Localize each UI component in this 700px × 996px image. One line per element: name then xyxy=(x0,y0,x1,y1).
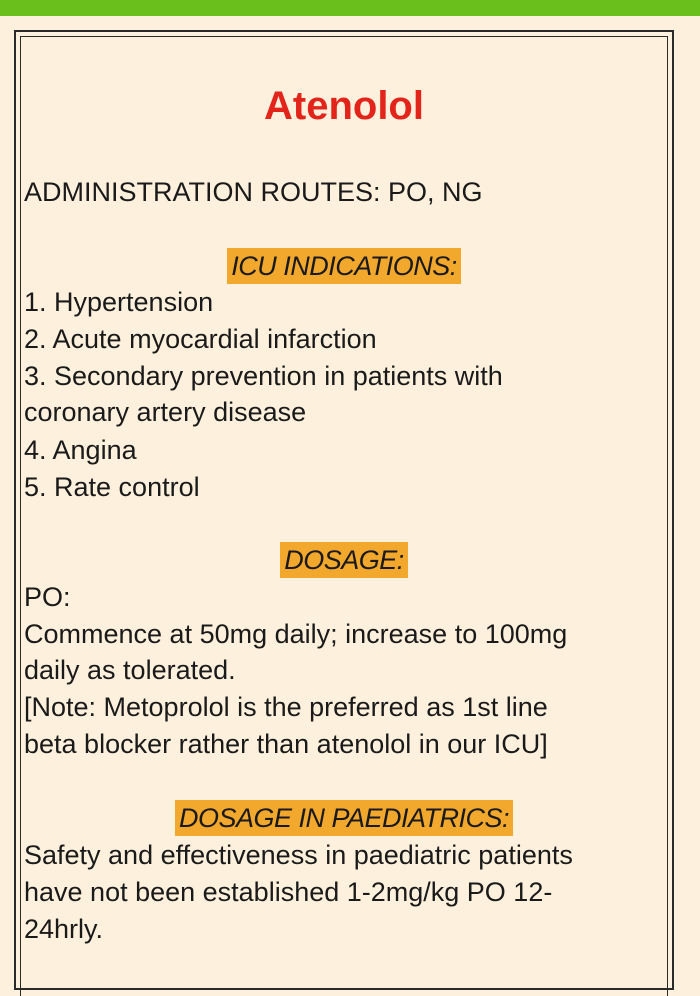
paediatrics-highlight: DOSAGE IN PAEDIATRICS: xyxy=(175,800,513,836)
dosage-highlight: DOSAGE: xyxy=(280,542,408,578)
paediatrics-heading xyxy=(22,800,666,836)
dosage-line: beta blocker rather than atenolol in our ICU] xyxy=(24,729,548,759)
indication-item: 1. Hypertension xyxy=(24,287,214,317)
dosage-line: Commence at 50mg daily; increase to 100mg xyxy=(24,619,568,649)
icu-indications-heading xyxy=(22,248,666,284)
indication-item: 2. Acute myocardial infarction xyxy=(24,324,377,354)
drug-title: Atenolol xyxy=(264,84,424,128)
dosage-line: PO: xyxy=(24,582,71,612)
administration-routes: ADMINISTRATION ROUTES: PO, NG xyxy=(24,177,483,207)
top-accent-bar xyxy=(0,0,700,16)
paediatrics-line: Safety and effectiveness in paediatric patients xyxy=(24,840,573,870)
indication-item: 3. Secondary prevention in patients with xyxy=(24,361,503,391)
paediatrics-line: have not been established 1-2mg/kg PO 12- xyxy=(24,877,553,907)
dosage-heading xyxy=(22,542,666,578)
dosage-line: daily as tolerated. xyxy=(24,655,236,685)
icu-indications-highlight: ICU INDICATIONS: xyxy=(227,248,461,284)
paediatrics-line: 24hrly. xyxy=(24,914,104,944)
indication-item: 4. Angina xyxy=(24,435,137,465)
dosage-line: [Note: Metoprolol is the preferred as 1st line xyxy=(24,692,548,722)
indication-item: 5. Rate control xyxy=(24,472,200,502)
indication-item: coronary artery disease xyxy=(24,397,307,427)
